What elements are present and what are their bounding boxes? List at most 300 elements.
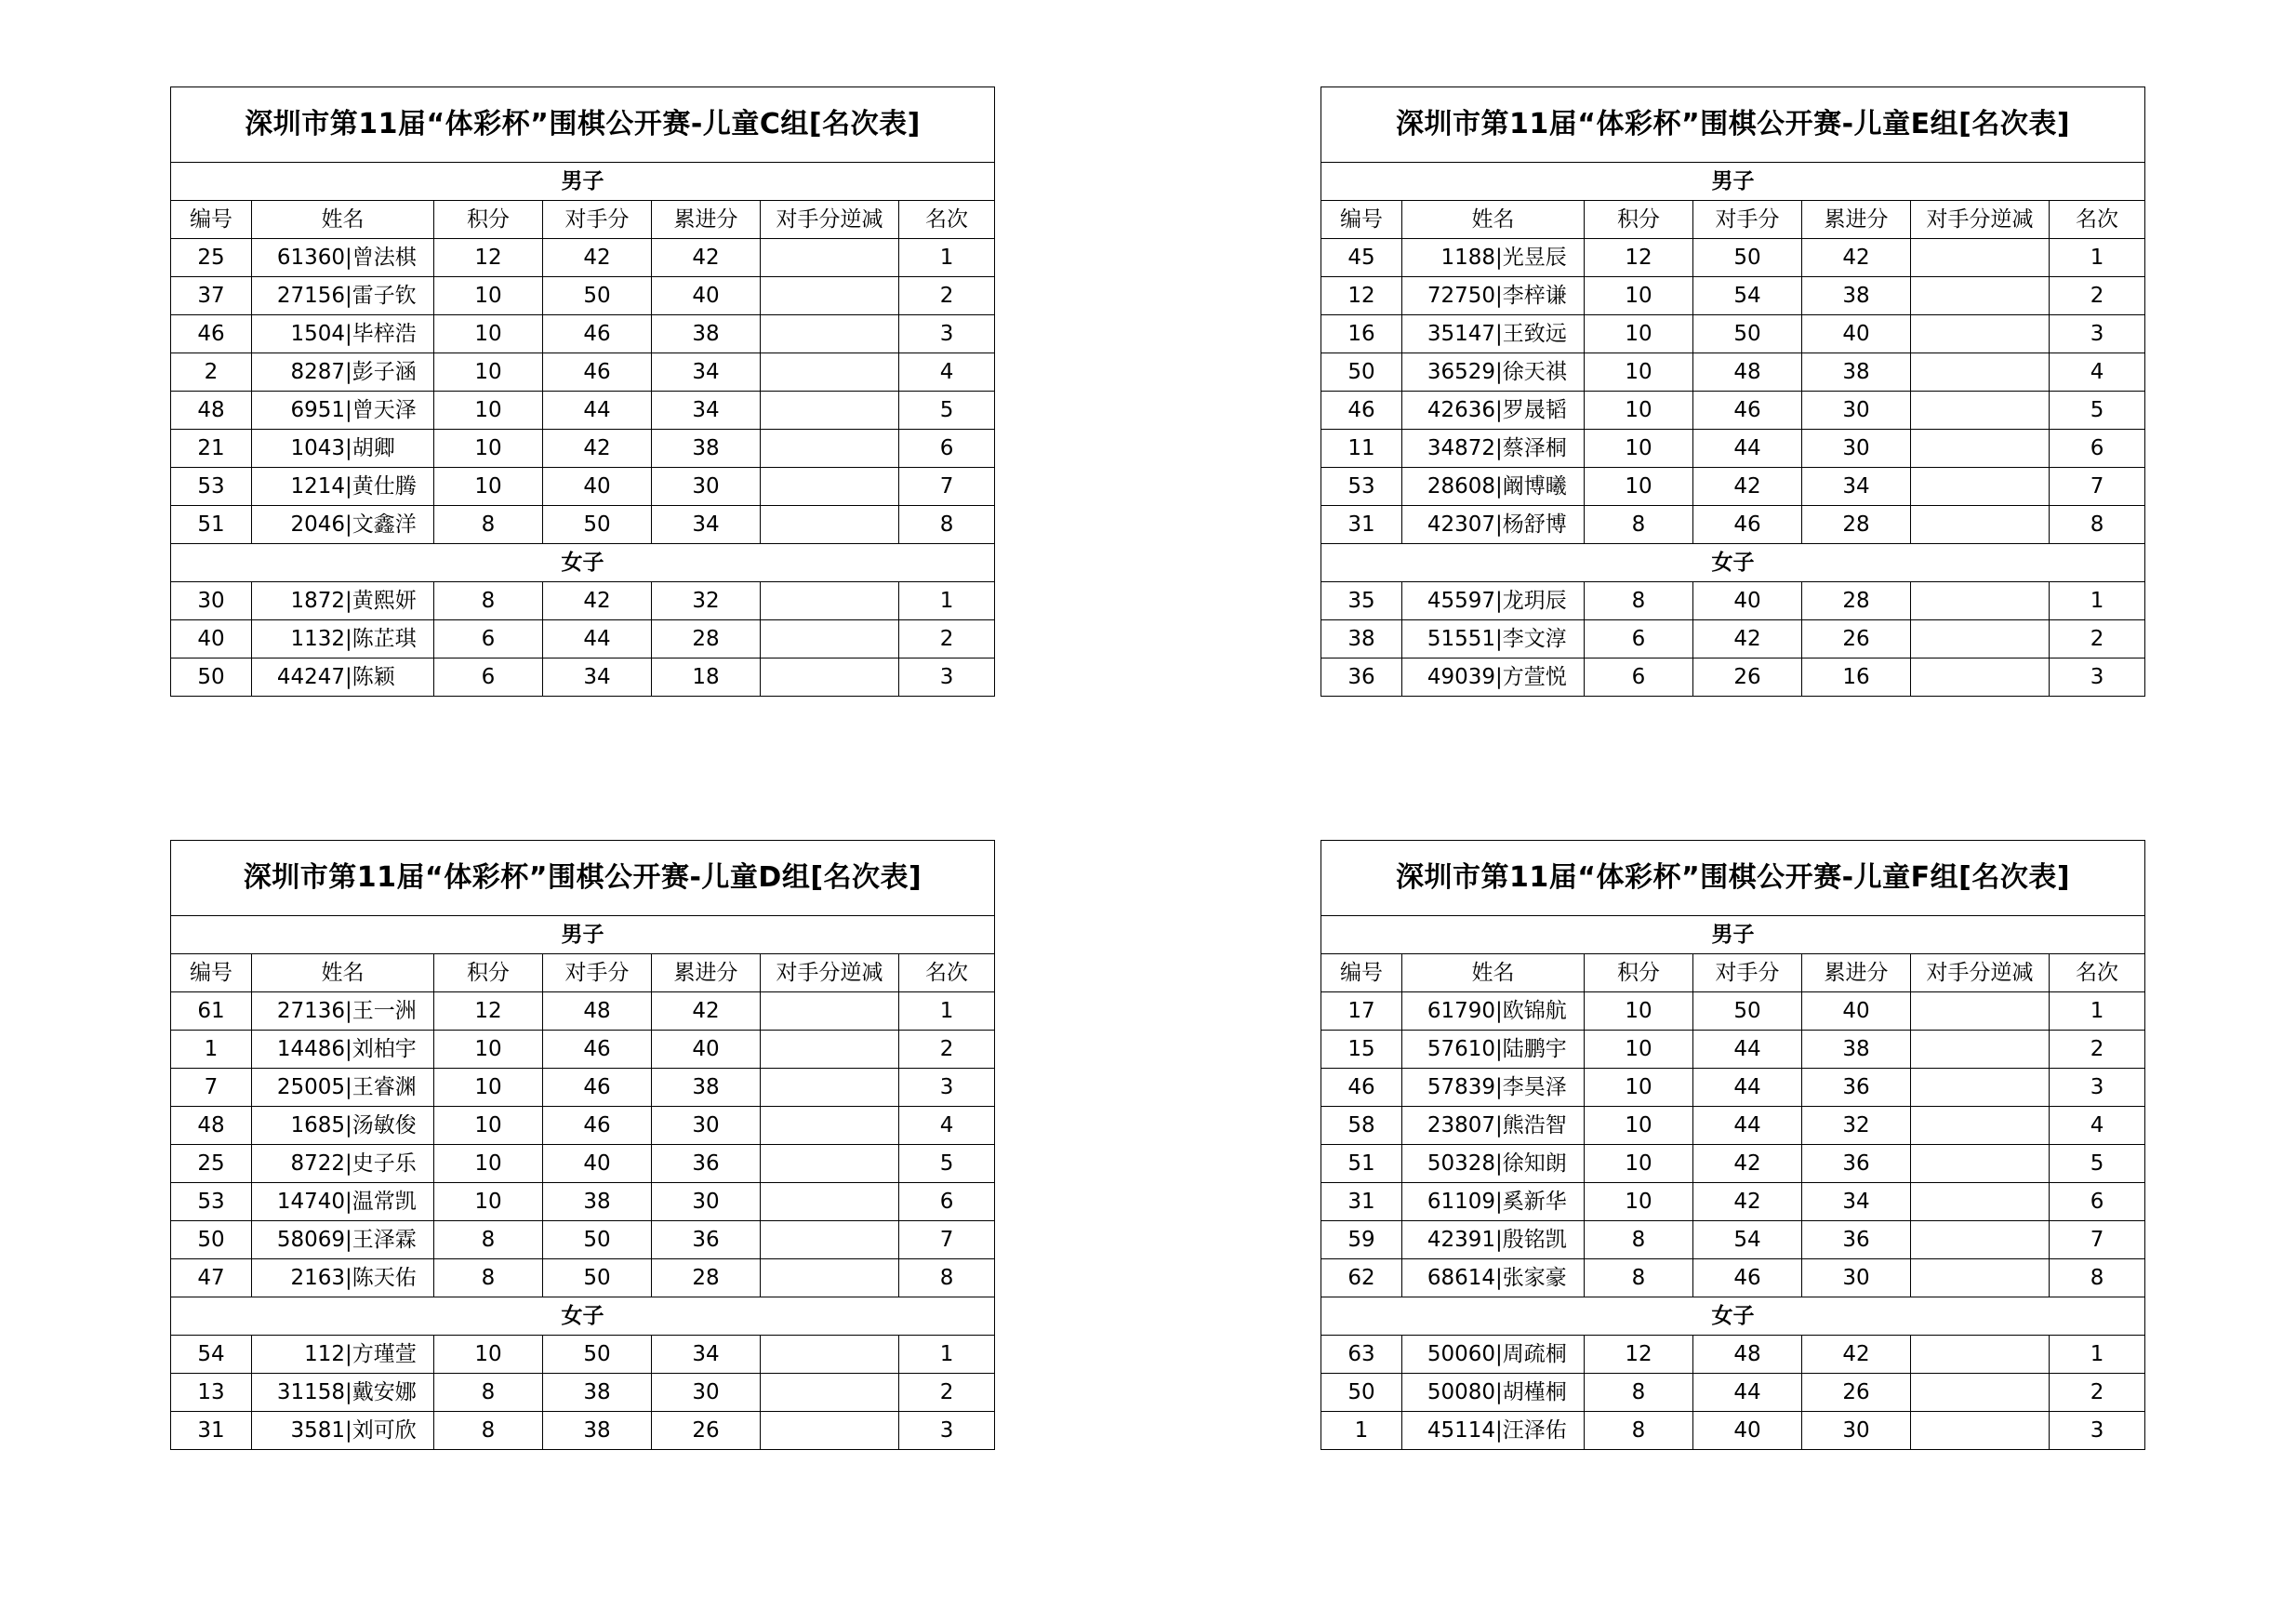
rank: 4: [899, 353, 995, 392]
table-row: [1321, 315, 2145, 353]
score: 8: [434, 1412, 543, 1450]
player-name: [252, 1412, 434, 1450]
table-row: [1321, 659, 2145, 697]
cumulative-score: 30: [652, 468, 761, 506]
player-name-text: 毕梓浩: [352, 321, 417, 346]
rank: 3: [2050, 659, 2145, 697]
cumulative-score: 30: [1802, 392, 1911, 430]
player-number: 53: [171, 1183, 252, 1221]
player-id: 6951: [290, 397, 345, 422]
id-separator: |: [345, 664, 352, 689]
opponent-score: 44: [1693, 1374, 1802, 1412]
player-id: 27156: [276, 283, 345, 308]
player-name-text: 汤敏俊: [352, 1112, 417, 1137]
player-number: 51: [1321, 1145, 1402, 1183]
table-row: [171, 1183, 995, 1221]
opponent-score: 50: [1693, 992, 1802, 1031]
cumulative-score: 40: [1802, 315, 1911, 353]
player-name: [1402, 1107, 1585, 1145]
cumulative-score: 36: [652, 1145, 761, 1183]
player-id: 42307: [1427, 512, 1495, 537]
score: 10: [434, 1069, 543, 1107]
player-id: 45597: [1427, 588, 1495, 613]
score: 8: [1585, 1412, 1693, 1450]
opponent-score-reverse: [1911, 1107, 2050, 1145]
table-row: [1321, 1374, 2145, 1412]
id-separator: |: [1495, 1036, 1503, 1061]
player-name-text: 李文淳: [1502, 626, 1567, 651]
player-number: 50: [1321, 1374, 1402, 1412]
table-row: [1321, 1031, 2145, 1069]
score: 8: [434, 1259, 543, 1297]
player-number: 35: [1321, 582, 1402, 620]
id-separator: |: [1495, 664, 1503, 689]
column-header: 编号: [1321, 201, 1402, 239]
id-separator: |: [345, 283, 352, 308]
opponent-score-reverse: [1911, 468, 2050, 506]
cumulative-score: 38: [652, 430, 761, 468]
cumulative-score: 42: [1802, 239, 1911, 277]
id-separator: |: [1495, 435, 1503, 460]
opponent-score-reverse: [761, 1145, 899, 1183]
player-name-text: 王一洲: [352, 998, 417, 1023]
id-separator: |: [345, 1227, 352, 1252]
player-number: 7: [171, 1069, 252, 1107]
table-row: [171, 1031, 995, 1069]
table-row: [1321, 1069, 2145, 1107]
column-header: 积分: [434, 201, 543, 239]
player-name: [252, 582, 434, 620]
rank: 8: [2050, 1259, 2145, 1297]
table-row: [1321, 1107, 2145, 1145]
table-row: [171, 620, 995, 659]
player-name-text: 刘可欣: [352, 1417, 417, 1443]
table-title-row: [1321, 87, 2145, 163]
player-name-text: 罗晟韬: [1502, 397, 1567, 422]
cumulative-score: 36: [1802, 1145, 1911, 1183]
player-name: [252, 392, 434, 430]
player-name: [252, 239, 434, 277]
player-number: 11: [1321, 430, 1402, 468]
opponent-score-reverse: [1911, 1145, 2050, 1183]
section-label: 女子: [1321, 1297, 2145, 1336]
cumulative-score: 34: [652, 392, 761, 430]
table-title-row: [171, 87, 995, 163]
player-name: [1402, 659, 1585, 697]
opponent-score-reverse: [761, 620, 899, 659]
score: 10: [434, 430, 543, 468]
rank: 2: [2050, 1031, 2145, 1069]
id-separator: |: [345, 397, 352, 422]
score: 8: [1585, 1259, 1693, 1297]
id-separator: |: [345, 626, 352, 651]
table-row: [1321, 1183, 2145, 1221]
player-name: [1402, 1069, 1585, 1107]
id-separator: |: [1495, 245, 1503, 270]
player-number: 1: [171, 1031, 252, 1069]
player-name: [252, 315, 434, 353]
player-id: 1043: [290, 435, 345, 460]
score: 10: [434, 468, 543, 506]
player-number: 48: [171, 1107, 252, 1145]
opponent-score-reverse: [1911, 1259, 2050, 1297]
opponent-score: 54: [1693, 277, 1802, 315]
player-id: 1188: [1440, 245, 1495, 270]
table-row: [171, 1259, 995, 1297]
header-row: [171, 954, 995, 992]
opponent-score-reverse: [1911, 1221, 2050, 1259]
player-number: 25: [171, 1145, 252, 1183]
section-label: 男子: [1321, 163, 2145, 201]
column-header: 编号: [1321, 954, 1402, 992]
opponent-score: 48: [1693, 1336, 1802, 1374]
header-row: [1321, 201, 2145, 239]
table-row: [171, 239, 995, 277]
player-name: [1402, 506, 1585, 544]
table-row: [1321, 392, 2145, 430]
player-name: [1402, 1183, 1585, 1221]
player-name: [1402, 1221, 1585, 1259]
score: 10: [434, 277, 543, 315]
id-separator: |: [345, 1379, 352, 1404]
rank: 6: [899, 430, 995, 468]
score: 6: [434, 620, 543, 659]
opponent-score-reverse: [761, 582, 899, 620]
rank: 1: [2050, 1336, 2145, 1374]
rank: 7: [899, 1221, 995, 1259]
cumulative-score: 26: [652, 1412, 761, 1450]
table-row: [171, 468, 995, 506]
id-separator: |: [1495, 1265, 1503, 1290]
opponent-score: 40: [1693, 582, 1802, 620]
player-name-text: 陈芷琪: [352, 626, 417, 651]
player-name-text: 陈颖: [352, 664, 395, 689]
id-separator: |: [1495, 512, 1503, 537]
ranking-table: [1321, 840, 2145, 1450]
player-id: 50080: [1427, 1379, 1495, 1404]
player-number: 47: [171, 1259, 252, 1297]
rank: 3: [2050, 315, 2145, 353]
player-name-text: 温常凯: [352, 1189, 417, 1214]
player-name-text: 殷铭凯: [1502, 1227, 1567, 1252]
cumulative-score: 26: [1802, 620, 1911, 659]
column-header: 名次: [2050, 201, 2145, 239]
opponent-score: 50: [1693, 239, 1802, 277]
player-name-text: 王睿渊: [352, 1074, 417, 1099]
player-name: [252, 1259, 434, 1297]
table-row: [171, 277, 995, 315]
id-separator: |: [1495, 998, 1503, 1023]
player-name: [252, 1221, 434, 1259]
score: 10: [1585, 1031, 1693, 1069]
opponent-score-reverse: [1911, 392, 2050, 430]
cumulative-score: 34: [652, 506, 761, 544]
player-number: 30: [171, 582, 252, 620]
player-number: 50: [171, 659, 252, 697]
rank: 2: [899, 277, 995, 315]
player-id: 50328: [1427, 1151, 1495, 1176]
opponent-score: 42: [1693, 1183, 1802, 1221]
opponent-score: 50: [1693, 315, 1802, 353]
player-number: 25: [171, 239, 252, 277]
rank: 3: [899, 1069, 995, 1107]
id-separator: |: [345, 245, 352, 270]
cumulative-score: 36: [1802, 1221, 1911, 1259]
opponent-score-reverse: [761, 506, 899, 544]
player-name: [1402, 582, 1585, 620]
rank: 5: [2050, 392, 2145, 430]
rank: 3: [899, 315, 995, 353]
opponent-score-reverse: [761, 277, 899, 315]
player-number: 31: [1321, 1183, 1402, 1221]
player-id: 50060: [1427, 1341, 1495, 1366]
rank: 7: [2050, 1221, 2145, 1259]
opponent-score: 48: [543, 992, 652, 1031]
player-number: 1: [1321, 1412, 1402, 1450]
player-number: 62: [1321, 1259, 1402, 1297]
ranking-table: [170, 86, 995, 697]
player-number: 50: [171, 1221, 252, 1259]
player-number: 63: [1321, 1336, 1402, 1374]
opponent-score: 46: [543, 1031, 652, 1069]
cumulative-score: 16: [1802, 659, 1911, 697]
player-name-text: 胡槿桐: [1502, 1379, 1567, 1404]
player-id: 8287: [290, 359, 345, 384]
id-separator: |: [345, 435, 352, 460]
score: 8: [434, 1221, 543, 1259]
rank: 5: [899, 1145, 995, 1183]
opponent-score: 50: [543, 506, 652, 544]
opponent-score: 42: [543, 582, 652, 620]
opponent-score-reverse: [1911, 1412, 2050, 1450]
table-row: [171, 1221, 995, 1259]
opponent-score: 26: [1693, 659, 1802, 697]
opponent-score: 46: [1693, 506, 1802, 544]
rank: 7: [2050, 468, 2145, 506]
id-separator: |: [1495, 359, 1503, 384]
player-name: [1402, 1412, 1585, 1450]
id-separator: |: [1495, 1074, 1503, 1099]
section-label: 男子: [171, 916, 995, 954]
player-name-text: 曾法棋: [352, 245, 417, 270]
column-header: 名次: [899, 201, 995, 239]
opponent-score: 50: [543, 1259, 652, 1297]
player-number: 38: [1321, 620, 1402, 659]
table-row: [171, 1107, 995, 1145]
cumulative-score: 38: [652, 1069, 761, 1107]
column-header: 累进分: [652, 201, 761, 239]
id-separator: |: [1495, 321, 1503, 346]
id-separator: |: [345, 998, 352, 1023]
player-id: 14740: [276, 1189, 345, 1214]
player-id: 49039: [1427, 664, 1495, 689]
score: 8: [434, 582, 543, 620]
column-header: 编号: [171, 954, 252, 992]
opponent-score: 38: [543, 1374, 652, 1412]
table-title: 深圳市第11届“体彩杯”围棋公开赛-儿童E组[名次表]: [1321, 87, 2145, 163]
player-name: [252, 1145, 434, 1183]
column-header: 累进分: [1802, 201, 1911, 239]
table-row: [171, 1145, 995, 1183]
player-name: [252, 1107, 434, 1145]
rank: 3: [899, 659, 995, 697]
opponent-score: 38: [543, 1183, 652, 1221]
player-name: [252, 659, 434, 697]
table-row: [171, 582, 995, 620]
player-number: 40: [171, 620, 252, 659]
opponent-score-reverse: [1911, 582, 2050, 620]
player-name: [1402, 277, 1585, 315]
opponent-score: 46: [543, 353, 652, 392]
player-id: 28608: [1427, 473, 1495, 499]
player-number: 31: [171, 1412, 252, 1450]
opponent-score-reverse: [1911, 315, 2050, 353]
table-row: [1321, 1145, 2145, 1183]
column-header: 积分: [434, 954, 543, 992]
player-name: [252, 506, 434, 544]
table-row: [1321, 1412, 2145, 1450]
rank: 3: [2050, 1069, 2145, 1107]
score: 10: [434, 1031, 543, 1069]
score: 6: [434, 659, 543, 697]
id-separator: |: [1495, 283, 1503, 308]
player-number: 61: [171, 992, 252, 1031]
opponent-score: 42: [543, 430, 652, 468]
cumulative-score: 34: [1802, 1183, 1911, 1221]
player-name-text: 徐知朗: [1502, 1151, 1567, 1176]
player-id: 1132: [290, 626, 345, 651]
cumulative-score: 28: [1802, 582, 1911, 620]
rank: 1: [899, 582, 995, 620]
score: 10: [1585, 468, 1693, 506]
rank: 1: [2050, 992, 2145, 1031]
section-label: 女子: [171, 1297, 995, 1336]
player-number: 13: [171, 1374, 252, 1412]
cumulative-score: 30: [1802, 1259, 1911, 1297]
opponent-score: 42: [1693, 620, 1802, 659]
player-name-text: 阚博曦: [1502, 473, 1567, 499]
opponent-score: 42: [543, 239, 652, 277]
player-number: 48: [171, 392, 252, 430]
table-title-row: [171, 841, 995, 916]
player-id: 31158: [276, 1379, 345, 1404]
player-name-text: 张家豪: [1502, 1265, 1567, 1290]
opponent-score-reverse: [1911, 239, 2050, 277]
player-number: 16: [1321, 315, 1402, 353]
table-row: [171, 992, 995, 1031]
rank: 2: [2050, 277, 2145, 315]
opponent-score-reverse: [761, 430, 899, 468]
table-row: [1321, 1221, 2145, 1259]
player-id: 1872: [290, 588, 345, 613]
rank: 6: [2050, 1183, 2145, 1221]
player-name-text: 王泽霖: [352, 1227, 417, 1252]
rank: 2: [2050, 1374, 2145, 1412]
score: 10: [1585, 430, 1693, 468]
column-header: 姓名: [252, 954, 434, 992]
cumulative-score: 30: [1802, 430, 1911, 468]
player-number: 54: [171, 1336, 252, 1374]
score: 10: [1585, 353, 1693, 392]
column-header: 对手分: [1693, 201, 1802, 239]
player-id: 57839: [1427, 1074, 1495, 1099]
player-name: [1402, 992, 1585, 1031]
opponent-score-reverse: [761, 239, 899, 277]
player-id: 61790: [1427, 998, 1495, 1023]
player-name-text: 曾天泽: [352, 397, 417, 422]
cumulative-score: 28: [652, 1259, 761, 1297]
section-row: [171, 1297, 995, 1336]
opponent-score-reverse: [1911, 659, 2050, 697]
player-id: 72750: [1427, 283, 1495, 308]
column-header: 编号: [171, 201, 252, 239]
opponent-score-reverse: [1911, 1031, 2050, 1069]
cumulative-score: 34: [1802, 468, 1911, 506]
player-name-text: 光昱辰: [1502, 245, 1567, 270]
cumulative-score: 30: [1802, 1412, 1911, 1450]
opponent-score: 40: [1693, 1412, 1802, 1450]
opponent-score-reverse: [1911, 1069, 2050, 1107]
opponent-score-reverse: [1911, 430, 2050, 468]
cumulative-score: 36: [652, 1221, 761, 1259]
table-row: [171, 1336, 995, 1374]
player-name: [252, 468, 434, 506]
score: 10: [1585, 315, 1693, 353]
ranking-table: [1321, 86, 2145, 697]
table-row: [1321, 277, 2145, 315]
player-name: [252, 277, 434, 315]
score: 12: [434, 239, 543, 277]
player-name-text: 奚新华: [1502, 1189, 1567, 1214]
score: 10: [1585, 1069, 1693, 1107]
table-row: [1321, 582, 2145, 620]
id-separator: |: [1495, 1417, 1503, 1443]
section-row: [171, 916, 995, 954]
player-name-text: 周疏桐: [1502, 1341, 1567, 1366]
player-id: 3581: [290, 1417, 345, 1443]
table-row: [1321, 1259, 2145, 1297]
player-id: 36529: [1427, 359, 1495, 384]
player-name-text: 方萱悦: [1502, 664, 1567, 689]
column-header: 累进分: [1802, 954, 1911, 992]
player-name: [252, 353, 434, 392]
rank: 3: [2050, 1412, 2145, 1450]
column-header: 累进分: [652, 954, 761, 992]
player-name: [1402, 620, 1585, 659]
opponent-score-reverse: [761, 1183, 899, 1221]
rank: 2: [899, 1031, 995, 1069]
opponent-score-reverse: [761, 1221, 899, 1259]
opponent-score: 50: [543, 277, 652, 315]
cumulative-score: 38: [1802, 1031, 1911, 1069]
cumulative-score: 42: [652, 992, 761, 1031]
player-name: [1402, 468, 1585, 506]
score: 8: [1585, 1221, 1693, 1259]
column-header: 姓名: [252, 201, 434, 239]
id-separator: |: [345, 359, 352, 384]
cumulative-score: 42: [652, 239, 761, 277]
opponent-score: 40: [543, 1145, 652, 1183]
table-title: 深圳市第11届“体彩杯”围棋公开赛-儿童F组[名次表]: [1321, 841, 2145, 916]
player-name-text: 龙玥辰: [1502, 588, 1567, 613]
player-number: 37: [171, 277, 252, 315]
rank: 1: [899, 1336, 995, 1374]
player-id: 44247: [276, 664, 345, 689]
player-name: [1402, 392, 1585, 430]
player-name-text: 陈天佑: [352, 1265, 417, 1290]
player-number: 2: [171, 353, 252, 392]
score: 6: [1585, 620, 1693, 659]
